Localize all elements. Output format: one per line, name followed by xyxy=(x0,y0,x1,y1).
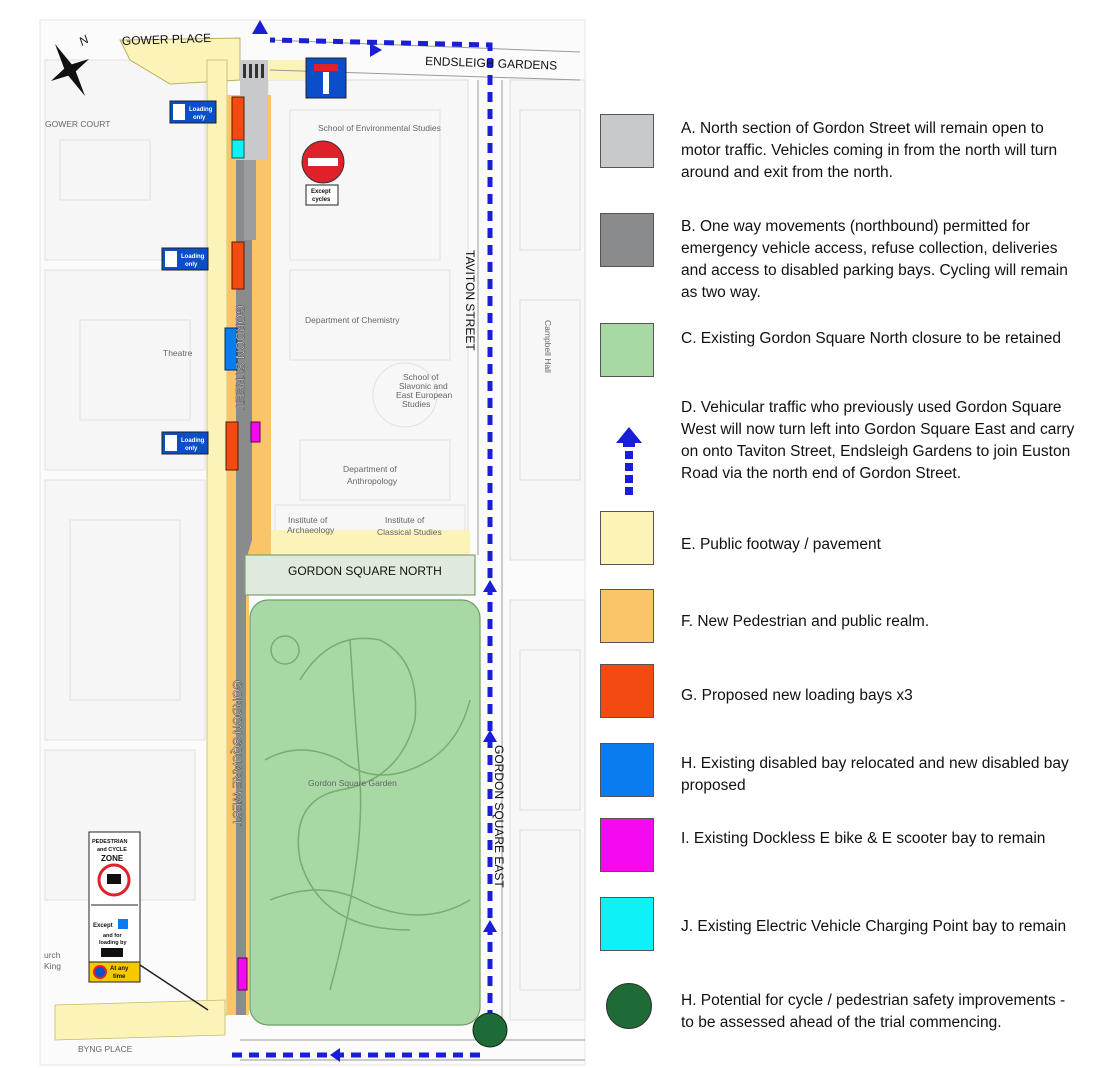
legend-text-d: D. Vehicular traffic who previously used Gordon Square West will now turn left into Gordon Square East and carry on onto Taviton Street, Endsleigh Gardens to join Euston Road via the north end of Gordon Street. xyxy=(681,399,1075,482)
label-anthropology-1: Department of xyxy=(343,464,397,474)
loading-only-sign xyxy=(162,432,208,454)
label-gower-court: GOWER COURT xyxy=(45,119,111,129)
legend-text-a: A. North section of Gordon Street will remain open to motor traffic. Vehicles coming in from the north will turn around and exit from the north. xyxy=(681,120,1058,181)
label-slavonic-3: East European xyxy=(396,390,453,400)
label-church-1: urch xyxy=(44,950,61,960)
dashed-up-arrow-icon xyxy=(614,417,644,507)
no-entry-sign xyxy=(302,141,344,205)
legend-swatch-i xyxy=(600,818,654,872)
compass-label: N xyxy=(76,32,92,49)
legend-swatch-f xyxy=(600,589,654,643)
legend-swatch-a xyxy=(600,114,654,168)
label-slavonic-2: Slavonic and xyxy=(399,381,448,391)
label-archaeology-2: Archaeology xyxy=(287,525,335,535)
legend-text-h: H. Existing disabled bay relocated and new disabled bay proposed xyxy=(681,755,1069,794)
legend-swatch-j xyxy=(600,897,654,951)
loading-only-sign xyxy=(170,101,216,123)
svg-text:Except: Except xyxy=(93,923,113,929)
label-gordon-square-west: GORDON SQUARE WEST xyxy=(230,680,244,827)
label-theatre: Theatre xyxy=(163,348,193,358)
legend-swatch-g xyxy=(600,664,654,718)
svg-text:ZONE: ZONE xyxy=(101,854,124,863)
legend-text-g: G. Proposed new loading bays x3 xyxy=(681,687,913,704)
legend-text-e: E. Public footway / pavement xyxy=(681,536,881,553)
label-gordon-square-east: GORDON SQUARE EAST xyxy=(492,745,506,888)
label-chemistry: Department of Chemistry xyxy=(305,315,400,325)
label-environmental: School of Environmental Studies xyxy=(318,123,441,133)
label-slavonic-1: School of xyxy=(403,372,439,382)
svg-text:and CYCLE: and CYCLE xyxy=(97,847,127,853)
svg-text:At any: At any xyxy=(110,966,129,972)
label-slavonic-4: Studies xyxy=(402,399,431,409)
svg-text:only: only xyxy=(193,115,206,121)
svg-text:PEDESTRIAN: PEDESTRIAN xyxy=(92,839,128,845)
svg-text:cycles: cycles xyxy=(312,197,331,203)
label-classical-1: Institute of xyxy=(385,515,425,525)
legend-text-i: I. Existing Dockless E bike & E scooter bay to remain xyxy=(681,830,1046,847)
svg-text:time: time xyxy=(113,974,126,980)
no-through-road-sign xyxy=(306,58,346,98)
legend-swatch-e xyxy=(600,511,654,565)
label-archaeology-1: Institute of xyxy=(288,515,328,525)
label-gower-place: GOWER PLACE xyxy=(121,30,212,48)
svg-text:Loading: Loading xyxy=(189,107,213,113)
legend-swatch-h xyxy=(600,743,654,797)
green-circle-icon xyxy=(606,983,652,1029)
safety-improvement-marker xyxy=(473,1013,507,1047)
legend-text-f: F. New Pedestrian and public realm. xyxy=(681,613,930,630)
label-gordon-square-north: GORDON SQUARE NORTH xyxy=(288,564,442,578)
svg-text:Except: Except xyxy=(311,189,331,195)
svg-text:only: only xyxy=(185,262,198,268)
legend xyxy=(598,0,1098,1068)
legend-swatch-c xyxy=(600,323,654,377)
label-garden: Gordon Square Garden xyxy=(308,778,397,788)
legend-text-h2: H. Potential for cycle / pedestrian safety improvements - to be assessed ahead of the trial commencing. xyxy=(681,992,1066,1031)
label-taviton-street: TAVITON STREET xyxy=(463,250,477,351)
label-gordon-street: GORDON STREET xyxy=(233,305,247,410)
svg-text:loading by: loading by xyxy=(99,940,127,946)
label-classical-2: Classical Studies xyxy=(377,527,442,537)
svg-text:only: only xyxy=(185,446,198,452)
label-endsleigh-gardens: ENDSLEIGH GARDENS xyxy=(424,54,558,73)
label-church-2: King xyxy=(44,961,62,971)
legend-swatch-b xyxy=(600,213,654,267)
legend-text-c: C. Existing Gordon Square North closure to be retained xyxy=(681,330,1061,347)
label-byng-place: BYNG PLACE xyxy=(78,1044,133,1054)
legend-text-b: B. One way movements (northbound) permitted for emergency vehicle access, refuse collection, deliveries and access to disabled parking bays. Cycling will remain as two way. xyxy=(681,218,1068,301)
loading-only-sign xyxy=(162,248,208,270)
svg-text:Loading: Loading xyxy=(181,438,205,444)
label-anthropology-2: Anthropology xyxy=(347,476,398,486)
legend-text-j: J. Existing Electric Vehicle Charging Point bay to remain xyxy=(681,918,1067,935)
label-campbell-hall: Campbell Hall xyxy=(543,320,553,373)
svg-text:and for: and for xyxy=(103,933,122,939)
svg-text:Loading: Loading xyxy=(181,254,205,260)
